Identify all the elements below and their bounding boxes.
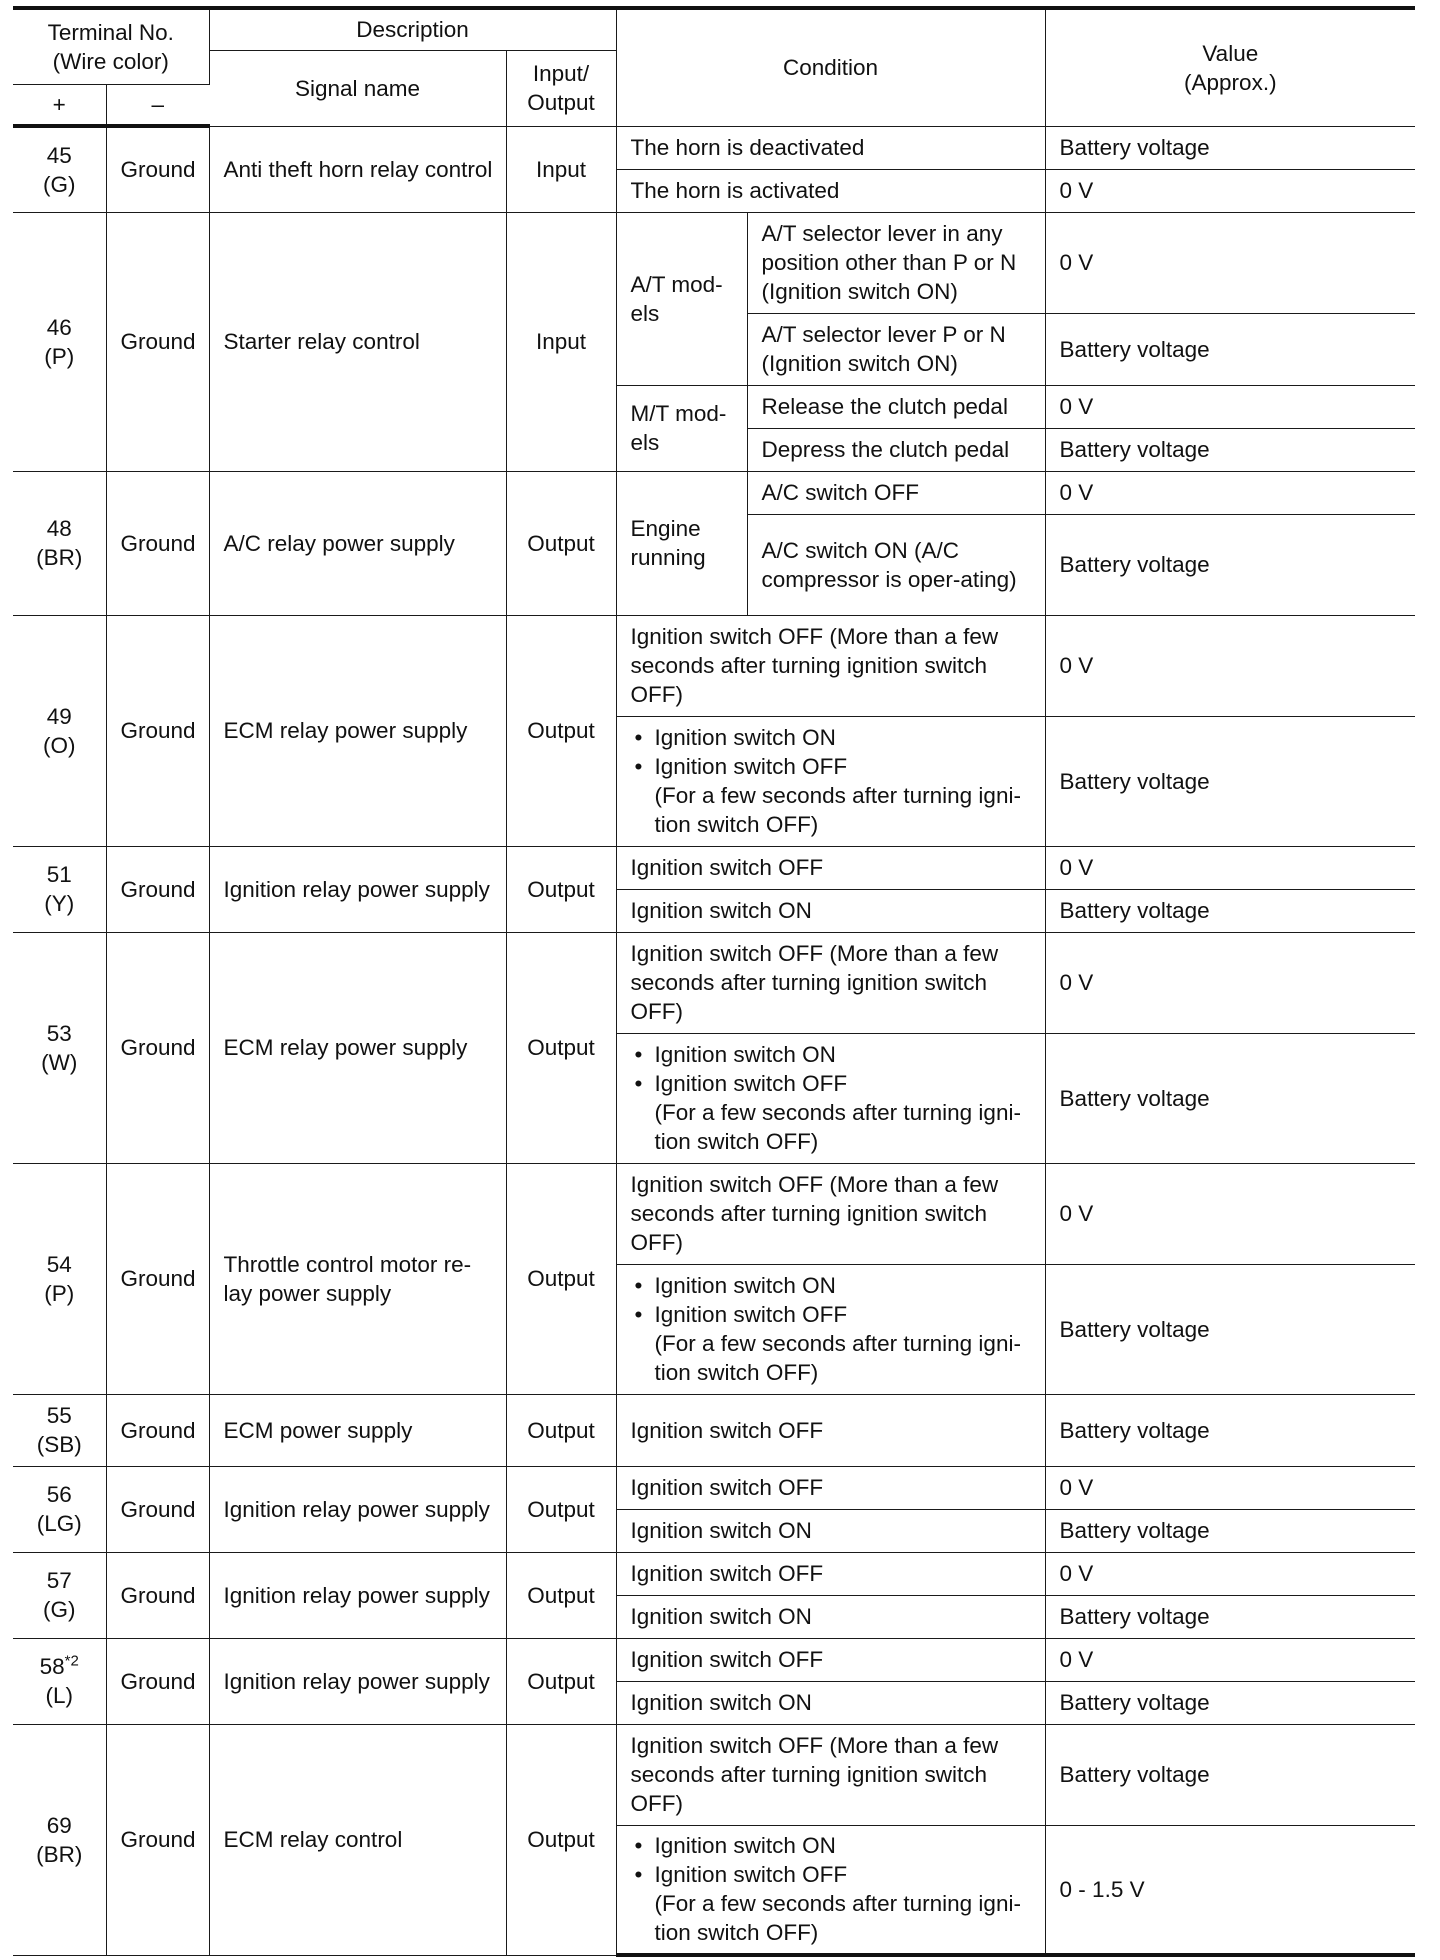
condition: Ignition switch OFF (More than a few seconds after turning ignition switch OFF) — [616, 615, 1045, 716]
value: Battery voltage — [1045, 1681, 1415, 1724]
condition: Ignition switch ON — [616, 1509, 1045, 1552]
table-row — [13, 1466, 1415, 1509]
condition: Ignition switch OFF — [616, 1552, 1045, 1595]
terminal-number-cell — [13, 1466, 106, 1552]
value: 0 - 1.5 V — [1045, 1825, 1415, 1955]
value: Battery voltage — [1045, 1394, 1415, 1466]
table-row — [13, 126, 1415, 169]
value: Battery voltage — [1045, 1595, 1415, 1638]
signal-name: ECM relay power supply — [209, 615, 506, 846]
condition: A/T selector lever P or N (Ignition switch ON) — [747, 313, 1045, 385]
table-row — [13, 932, 1415, 1033]
terminal-number: 53 — [46, 1020, 72, 1046]
condition: A/C switch OFF — [747, 471, 1045, 514]
wire-color: (L) — [45, 1683, 73, 1708]
list-item: • Ignition switch OFF — [655, 1860, 1031, 1889]
value: Battery voltage — [1045, 1033, 1415, 1163]
terminal-number-cell — [13, 1638, 106, 1724]
input-output: Output — [506, 1394, 616, 1466]
minus-terminal: Ground — [106, 1163, 209, 1394]
minus-terminal: Ground — [106, 126, 209, 212]
value: 0 V — [1045, 1552, 1415, 1595]
input-output: Output — [506, 1724, 616, 1955]
condition: A/T selector lever in any position other than P or N (Ignition switch ON) — [747, 212, 1045, 313]
signal-name: A/C relay power supply — [209, 471, 506, 615]
condition — [616, 716, 1045, 846]
terminal-number-cell — [13, 1552, 106, 1638]
minus-terminal: Ground — [106, 932, 209, 1163]
terminal-number: 57 — [46, 1568, 72, 1593]
input-output: Output — [506, 471, 616, 615]
list-item: • Ignition switch ON — [655, 1271, 1031, 1300]
value: Battery voltage — [1045, 716, 1415, 846]
signal-name: ECM power supply — [209, 1394, 506, 1466]
condition-bullet-list — [631, 1040, 1031, 1098]
table-row — [13, 1163, 1415, 1264]
header-minus: – — [106, 84, 209, 126]
terminal-number: 58 — [39, 1654, 65, 1679]
condition: Ignition switch ON — [616, 1681, 1045, 1724]
condition — [616, 1264, 1045, 1394]
condition-bullet-list — [631, 1271, 1031, 1329]
terminal-table-page — [13, 6, 1415, 1957]
condition: The horn is deactivated — [616, 126, 1045, 169]
terminal-number: 49 — [46, 703, 72, 729]
terminal-number: 45 — [46, 142, 72, 168]
terminal-number: 48 — [46, 516, 72, 541]
signal-name: ECM relay power supply — [209, 932, 506, 1163]
condition — [616, 1825, 1045, 1955]
value: Battery voltage — [1045, 428, 1415, 471]
header-input-output — [506, 50, 616, 126]
wire-color: (BR) — [36, 1841, 83, 1867]
header-terminal-no — [13, 8, 209, 84]
header-value — [1045, 8, 1415, 126]
signal-name: Ignition relay power supply — [209, 1638, 506, 1724]
terminal-number-cell — [13, 1394, 106, 1466]
input-output: Output — [506, 932, 616, 1163]
condition: Ignition switch OFF — [616, 1638, 1045, 1681]
value: 0 V — [1045, 212, 1415, 313]
value: 0 V — [1045, 471, 1415, 514]
input-output: Output — [506, 1638, 616, 1724]
terminal-number-cell — [13, 932, 106, 1163]
value: Battery voltage — [1045, 1264, 1415, 1394]
list-item: • Ignition switch ON — [655, 723, 1031, 752]
value: Battery voltage — [1045, 313, 1415, 385]
input-output: Output — [506, 1466, 616, 1552]
header-condition: Condition — [616, 8, 1045, 126]
value: Battery voltage — [1045, 1724, 1415, 1825]
minus-terminal: Ground — [106, 1466, 209, 1552]
wire-color: (O) — [43, 732, 76, 758]
condition: Ignition switch ON — [616, 889, 1045, 932]
header-wire-color-label: (Wire color) — [52, 48, 169, 74]
input-output: Input — [506, 126, 616, 212]
minus-terminal: Ground — [106, 1394, 209, 1466]
minus-terminal: Ground — [106, 615, 209, 846]
terminal-number: 69 — [46, 1812, 72, 1838]
terminal-number-cell — [13, 471, 106, 615]
wire-color: (W) — [41, 1049, 78, 1075]
table-row — [13, 1394, 1415, 1466]
table-row — [13, 471, 1415, 514]
input-output: Output — [506, 1163, 616, 1394]
terminal-number-cell — [13, 1724, 106, 1955]
minus-terminal: Ground — [106, 1724, 209, 1955]
table-row — [13, 615, 1415, 716]
mt-models-label: M/T mod-els — [616, 385, 747, 471]
signal-name: Ignition relay power supply — [209, 846, 506, 932]
table-row — [13, 846, 1415, 889]
value: 0 V — [1045, 846, 1415, 889]
value: 0 V — [1045, 1638, 1415, 1681]
signal-name: Ignition relay power supply — [209, 1552, 506, 1638]
list-item: • Ignition switch ON — [655, 1831, 1031, 1860]
at-models-label: A/T mod-els — [616, 212, 747, 385]
terminal-number: 51 — [46, 862, 72, 887]
signal-name: Throttle control motor re-lay power supply — [209, 1163, 506, 1394]
condition: Ignition switch OFF (More than a few seconds after turning ignition switch OFF) — [616, 1163, 1045, 1264]
header-description: Description — [209, 8, 616, 50]
value: 0 V — [1045, 615, 1415, 716]
minus-terminal: Ground — [106, 471, 209, 615]
header-value-label: Value — [1202, 40, 1259, 66]
condition-note: (For a few seconds after turning igni-tion switch OFF) — [654, 1331, 1021, 1385]
wire-color: (G) — [43, 1597, 76, 1622]
header-approx-label: (Approx.) — [1184, 69, 1277, 95]
value: Battery voltage — [1045, 1509, 1415, 1552]
table-row — [13, 1638, 1415, 1681]
value: Battery voltage — [1045, 514, 1415, 615]
condition: Ignition switch OFF — [616, 846, 1045, 889]
condition: Ignition switch OFF — [616, 1466, 1045, 1509]
value: 0 V — [1045, 385, 1415, 428]
terminal-number-line — [27, 1652, 92, 1681]
wire-color: (P) — [44, 343, 75, 369]
condition: Ignition switch OFF (More than a few seconds after turning ignition switch OFF) — [616, 1724, 1045, 1825]
terminal-number-cell — [13, 212, 106, 471]
terminal-number-cell — [13, 615, 106, 846]
condition: Ignition switch ON — [616, 1595, 1045, 1638]
terminal-number: 46 — [46, 314, 72, 340]
terminal-number: 54 — [46, 1251, 72, 1277]
condition — [616, 1033, 1045, 1163]
header-signal-name: Signal name — [209, 50, 506, 126]
wire-color: (LG) — [36, 1511, 82, 1536]
condition-bullet-list — [631, 723, 1031, 781]
wire-color: (Y) — [44, 891, 75, 916]
wire-color: (SB) — [36, 1432, 82, 1457]
signal-name: Ignition relay power supply — [209, 1466, 506, 1552]
wire-color: (G) — [43, 171, 76, 197]
value: 0 V — [1045, 1466, 1415, 1509]
condition: Release the clutch pedal — [747, 385, 1045, 428]
footnote-marker: *2 — [64, 1652, 79, 1670]
minus-terminal: Ground — [106, 846, 209, 932]
minus-terminal: Ground — [106, 212, 209, 471]
input-output: Output — [506, 615, 616, 846]
input-output: Output — [506, 1552, 616, 1638]
signal-name: Starter relay control — [209, 212, 506, 471]
terminal-number: 55 — [46, 1403, 72, 1428]
list-item: • Ignition switch OFF — [655, 1300, 1031, 1329]
value: Battery voltage — [1045, 126, 1415, 169]
header-input-output-line-2: Output — [527, 90, 595, 115]
table-row — [13, 212, 1415, 313]
signal-name: Anti theft horn relay control — [209, 126, 506, 212]
list-item: • Ignition switch ON — [655, 1040, 1031, 1069]
input-output: Input — [506, 212, 616, 471]
condition-note: (For a few seconds after turning igni-tion switch OFF) — [654, 1100, 1021, 1154]
condition: A/C switch ON (A/C compressor is oper-ating) — [747, 514, 1045, 615]
terminal-number: 56 — [46, 1482, 72, 1507]
header-terminal-label: Terminal No. — [47, 19, 174, 45]
minus-terminal: Ground — [106, 1638, 209, 1724]
condition: Depress the clutch pedal — [747, 428, 1045, 471]
condition: The horn is activated — [616, 169, 1045, 212]
input-output: Output — [506, 846, 616, 932]
terminal-number-cell — [13, 1163, 106, 1394]
terminal-number-cell — [13, 126, 106, 212]
value: 0 V — [1045, 1163, 1415, 1264]
terminal-number-cell — [13, 846, 106, 932]
condition: Ignition switch OFF — [616, 1394, 1045, 1466]
value: 0 V — [1045, 169, 1415, 212]
table-row — [13, 1724, 1415, 1825]
wire-color: (BR) — [36, 545, 83, 570]
table-row — [13, 1552, 1415, 1595]
condition-bullet-list — [631, 1831, 1031, 1889]
header-input-output-line-1: Input/ — [532, 61, 590, 86]
wire-color: (P) — [44, 1280, 75, 1306]
condition-note: (For a few seconds after turning igni-tion switch OFF) — [654, 1891, 1021, 1946]
engine-running-label: Engine running — [616, 471, 747, 615]
value: 0 V — [1045, 932, 1415, 1033]
ecm-terminal-table — [13, 6, 1415, 1957]
condition-note: (For a few seconds after turning igni-tion switch OFF) — [654, 783, 1021, 837]
list-item: • Ignition switch OFF — [655, 752, 1031, 781]
signal-name: ECM relay control — [209, 1724, 506, 1955]
value: Battery voltage — [1045, 889, 1415, 932]
list-item: • Ignition switch OFF — [655, 1069, 1031, 1098]
condition: Ignition switch OFF (More than a few seconds after turning ignition switch OFF) — [616, 932, 1045, 1033]
minus-terminal: Ground — [106, 1552, 209, 1638]
header-plus: + — [13, 84, 106, 126]
